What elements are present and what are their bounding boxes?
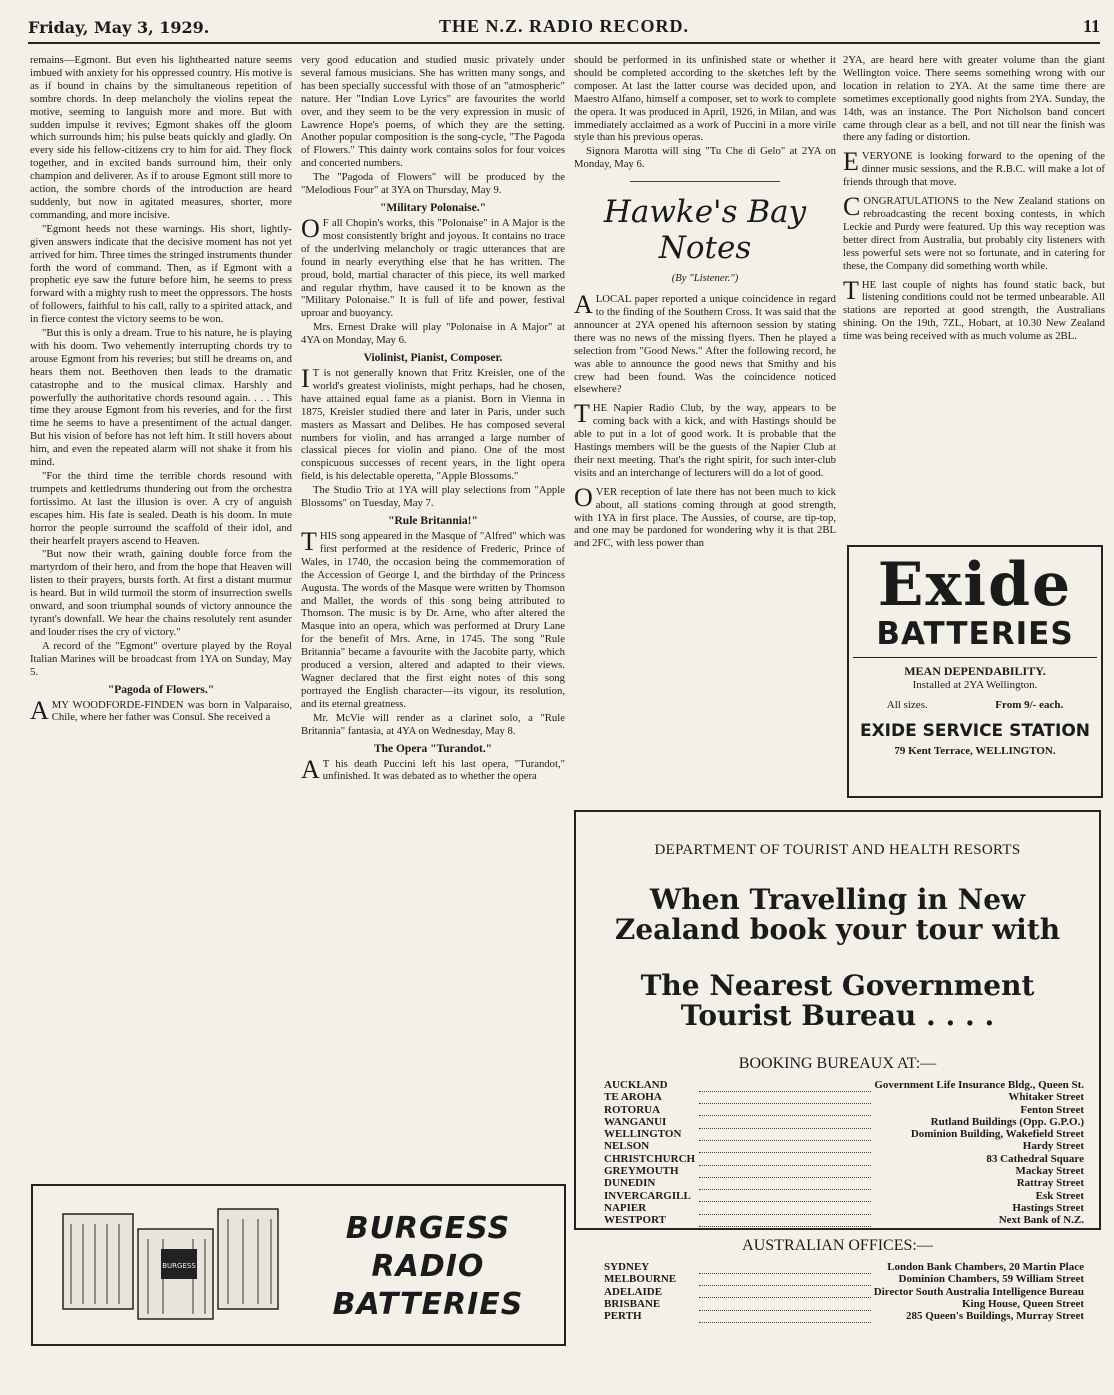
office-row xyxy=(604,1214,1084,1226)
office-address: 285 Queen's Buildings, Murray Street xyxy=(906,1310,1084,1323)
office-row xyxy=(604,1310,1084,1322)
column-2 xyxy=(301,54,565,1184)
paragraph-text: MY WOODFORDE-FINDEN was born in Valparaiso, Chile, where her father was Consul. She received a xyxy=(51,698,292,724)
dot-leader xyxy=(699,1202,871,1214)
dot-leader xyxy=(699,1091,871,1103)
office-row xyxy=(604,1091,1084,1103)
office-city: MELBOURNE xyxy=(604,1273,677,1286)
paragraph: should be performed in its unfinished state or whether it should be completed according to the sketches left by the composer. At last the latter course was decided upon, and Maestro Alfano, himself a composer, set to work to complete the opera. It was produced in April, 1926, in Milan, and was immediately acclaimed as a work of Puccini in a more virile style than his previous operas. xyxy=(574,54,836,144)
dot-leader xyxy=(699,1165,871,1177)
office-row xyxy=(604,1202,1084,1214)
paragraph: "But now their wrath, gaining double force from the martyrdom of their hero, and from the hope that Heaven will listen to their prayers, bursts forth. At first a distant murmur is heard. But in wild turmoil the storm of insurrection swells onward, and soon triumphal sounds of victory announce the tyrant's downfall. We hear the chains resolutely rent asunder and louder rises the cry of victory." xyxy=(30,548,292,638)
office-city: INVERCARGILL xyxy=(604,1189,691,1202)
dot-leader xyxy=(699,1079,871,1091)
section-heading: "Military Polonaise." xyxy=(379,201,487,214)
office-city: SYDNEY xyxy=(604,1261,650,1274)
office-address: Government Life Insurance Bldg., Queen St. xyxy=(874,1079,1084,1091)
tourist-headline: When Travelling in New Zealand book your tour with xyxy=(614,883,1061,946)
office-row xyxy=(604,1177,1084,1189)
section-heading: Violinist, Pianist, Composer. xyxy=(363,352,503,365)
page-number: 11 xyxy=(1082,16,1100,36)
exide-installed: Installed at 2YA Wellington. xyxy=(912,679,1038,691)
office-address: Dominion Building, Wakefield Street xyxy=(910,1128,1084,1141)
department-title: DEPARTMENT OF TOURIST AND HEALTH RESORTS xyxy=(654,842,1021,858)
tourist-headline-2: The Nearest Government Tourist Bureau . . . . xyxy=(640,969,1035,1032)
office-city: NAPIER xyxy=(604,1201,647,1214)
paragraph-text: F all Chopin's works, this "Polonaise" in A Major is the most consistently bright and joyous. It contains no trace of the underlving melancholy or tragic utterances that are found in nearly everything else that he has written. The proud, bold, martial character of this piece, its well marked and regular rhythm, have caused it to be known as the "Military Polonaise." It is full of life and power, festival uproar and buoyancy. xyxy=(301,216,565,320)
office-address: King House, Queen Street xyxy=(961,1297,1084,1310)
burgess-advertisement xyxy=(31,1184,566,1346)
paragraph xyxy=(843,275,1105,344)
office-city: DUNEDIN xyxy=(604,1177,656,1190)
column-1 xyxy=(30,54,292,1184)
column-3 xyxy=(574,54,836,799)
exide-service-station: EXIDE SERVICE STATION xyxy=(859,721,1091,741)
dot-leader xyxy=(699,1286,871,1298)
office-address: Mackay Street xyxy=(1015,1165,1084,1178)
exide-address: 79 Kent Terrace, WELLINGTON. xyxy=(894,745,1056,757)
office-city: NELSON xyxy=(604,1140,650,1153)
paragraph xyxy=(30,695,292,725)
battery-body xyxy=(63,1214,133,1309)
office-address: Director South Australia Intelligence Bureau xyxy=(873,1285,1084,1298)
exide-logo: Exide xyxy=(877,550,1073,620)
office-row xyxy=(604,1190,1084,1202)
exide-details xyxy=(853,657,1097,757)
dot-leader xyxy=(699,1261,871,1273)
dot-leader xyxy=(699,1273,871,1285)
office-city: WESTPORT xyxy=(604,1214,666,1227)
publication-title: THE N.Z. RADIO RECORD. xyxy=(438,16,690,36)
paragraph: "But this is only a dream. True to his nature, he is playing with his doom. Two vehemently interrupting chords try to arouse Egmont from his reveries; but still he dreams on, and hears them not. Beethoven then leads to the dramatic catastrophe and to the musical climax. Harshly and powerfully the authoritative chords resound again. . . . This time they arouse Egmont from his reveries, and for the first time he seems to have a presentiment of the actual danger. But his vision of before has not left him. It still hovers about him, and even the repeated alarm will not shake it from his mind. xyxy=(30,327,292,469)
bureaux-table xyxy=(604,1079,1084,1227)
office-address: Rutland Buildings (Opp. G.P.O.) xyxy=(930,1115,1084,1128)
dot-leader xyxy=(699,1153,871,1165)
office-city: CHRISTCHURCH xyxy=(604,1152,696,1165)
office-city: AUCKLAND xyxy=(604,1079,668,1091)
office-row xyxy=(604,1165,1084,1177)
office-row xyxy=(604,1079,1084,1091)
office-row xyxy=(604,1286,1084,1298)
paragraph: Signora Marotta will sing "Tu Che di Gelo" at 2YA on Monday, May 6. xyxy=(574,145,836,171)
burgess-line-3: BATTERIES xyxy=(332,1287,524,1322)
battery-body xyxy=(218,1209,278,1309)
dot-leader xyxy=(699,1177,871,1189)
office-address: London Bank Chambers, 20 Martin Place xyxy=(887,1261,1084,1274)
paragraph xyxy=(574,290,836,396)
exide-batteries-heading: BATTERIES xyxy=(876,616,1074,652)
paragraph xyxy=(301,527,565,711)
dot-leader xyxy=(699,1310,871,1322)
office-city: GREYMOUTH xyxy=(604,1165,679,1178)
office-row xyxy=(604,1153,1084,1165)
drop-cap: A xyxy=(30,695,49,725)
office-row xyxy=(604,1104,1084,1116)
paragraph-text: LOCAL paper reported a unique coincidence in regard to the finding of the Southern Cross. It was said that the announcer at 2YA opened his afternoon session by stating there was no news of the missing flyers. Then he played a selection from "Good News." After the following record, he was able to announce the good news that Smithy and his crew had been found. Was the coincidence noticed elsewhere? xyxy=(574,293,836,396)
offices-table xyxy=(604,1261,1084,1323)
paragraph: Mrs. Ernest Drake will play "Polonaise in A Major" at 4YA on Monday, May 6. xyxy=(301,321,565,347)
paragraph-text: T is not generally known that Fritz Kreisler, one of the world's greatest violinists, might perhaps, had he chosen, have attained equal fame as a pianist. Born in Vienna in 1875, Kreisler studied there and later in Paris, under such masters as Massart and Delibes. He has composed several numbers for violin, and has arranged a large number of classical pieces for violin and piano. One of the most conspicuous successes of recent years, in the light opera field, is his delectable operetta, "Apple Blossoms." xyxy=(301,367,565,483)
drop-cap: I xyxy=(301,364,310,394)
exide-dependability: MEAN DEPENDABILITY. xyxy=(904,664,1046,678)
dot-leader xyxy=(699,1128,871,1140)
paragraph-text: T his death Puccini left his last opera, "Turandot," unfinished. It was debated as to whether the opera xyxy=(322,757,565,783)
section-heading: "Rule Britannia!" xyxy=(388,515,478,527)
divider xyxy=(630,181,780,182)
column-4 xyxy=(843,54,1105,534)
paragraph: The Studio Trio at 1YA will play selections from "Apple Blossoms" on Tuesday, May 7. xyxy=(301,484,565,510)
paragraph xyxy=(301,754,565,784)
office-address: Dominion Chambers, 59 William Street xyxy=(898,1273,1084,1286)
exide-sizes-row xyxy=(853,699,1097,711)
office-address: Next Bank of N.Z. xyxy=(998,1214,1084,1227)
office-city: ADELAIDE xyxy=(604,1285,663,1298)
office-city: ROTORUA xyxy=(604,1103,661,1116)
paragraph: "For the third time the terrible chords resound with trumpets and kettledrums thundering out from the orchestra fortissimo. At last the illusion is over. A cry of anguish escapes him. His fate is sealed. Death is his doom. In mute horror the people surround the scaffold of their idol, and their hearfelt prayers ascend to Heaven. xyxy=(30,470,292,547)
battery-illustration xyxy=(43,1194,293,1334)
office-city: BRISBANE xyxy=(604,1297,661,1310)
australian-offices-heading: AUSTRALIAN OFFICES:— xyxy=(742,1237,933,1255)
drop-cap: A xyxy=(574,290,593,320)
drop-cap: E xyxy=(843,147,859,177)
paragraph xyxy=(574,482,836,551)
paragraph: 2YA, are heard here with greater volume than the giant Wellington voice. There seems something wrong with our location in relation to 2YA. At the same time there are sometimes exceptionally good nights from 2YA. Sunday, the 14th, was an instance. The Port Nicholson band concert came through clear as a bell, and not till near the finish was there any fading or distortion. xyxy=(843,54,1105,144)
paragraph: "Egmont heeds not these warnings. His short, lightly-given answers indicate that the decisive moment has not yet arrived for him. Three times the stringed instruments thunder forth the word of command. Then, as if Egmont with a prophetic eye saw the future before him, he seems to press forward with a mighty rush to meet the oppressors. The hosts of followers, faithful to his call, rally to a spirited attack, and in fierce contest the victory seems to be won. xyxy=(30,222,292,326)
burgess-line-1: BURGESS xyxy=(345,1211,511,1246)
dot-leader xyxy=(699,1298,871,1310)
section-heading: The Opera "Turandot." xyxy=(373,742,493,755)
paragraph: remains—Egmont. But even his lighthearted nature seems imbued with anxiety for his oppressed country. His motive is as if bound in chains by the simultaneous repetition of sombre chords. In deep melancholy the violins repeat the motive, seeming to languish more and more. But with sudden impulse it revives; Egmont shakes off the gloom which surrounds him; his pulse beats quickly and gladly. On every side his fellow-citizens cry to him for aid. They flock together, and in excited bands surround him, their only champion and deliverer. As if to arouse Egmont still more to action, the sombre chords of the introduction are heard suddenly, but now in agitated measures, shorter, more commanding, and more incisive. xyxy=(30,54,292,221)
office-row xyxy=(604,1298,1084,1310)
booking-bureaux-heading: BOOKING BUREAUX AT:— xyxy=(738,1055,937,1072)
paragraph: A record of the "Egmont" overture played by the Royal Italian Marines will be broadcast from 1YA on Sunday, May 5. xyxy=(30,639,292,678)
issue-date: Friday, May 3, 1929. xyxy=(28,18,210,37)
paragraph: very good education and studied music privately under several famous musicians. She has written many songs, and has been specially successful with those of an "atmospheric" nature. Her "Indian Love Lyrics" are favourites the world over, and they seem to be the very expression in music of Lawrence Hope's poems, of which they are the setting. Another popular composition is the song-cycle, "The Pagoda of Flowers." This dainty work contains solos for four voices and concerted numbers. xyxy=(301,54,565,170)
dot-leader xyxy=(699,1140,871,1152)
office-address: Hardy Street xyxy=(1022,1140,1084,1153)
paragraph-text: HE last couple of nights has found static back, but listening conditions could not be termed unbearable. All stations are reported at good strength, the Australians shining. On the 19th, 7ZL, Hobart, at 10.30 New Zealand time was being received with as much volume as 2BL. xyxy=(843,278,1105,343)
office-address: Whitaker Street xyxy=(1008,1091,1084,1104)
drop-cap: T xyxy=(574,399,590,429)
office-address: 83 Cathedral Square xyxy=(986,1152,1084,1165)
office-city: TE AROHA xyxy=(604,1091,662,1104)
burgess-line-2: RADIO xyxy=(371,1249,485,1284)
exide-sizes: All sizes. xyxy=(886,699,928,711)
paragraph xyxy=(843,192,1105,272)
section-heading: "Pagoda of Flowers." xyxy=(107,683,215,696)
paragraph xyxy=(301,364,565,483)
drop-cap: O xyxy=(574,482,593,512)
page-header xyxy=(28,14,1100,44)
dot-leader xyxy=(699,1104,871,1116)
dot-leader xyxy=(699,1116,871,1128)
dot-leader xyxy=(699,1190,871,1202)
paragraph-text: HIS song appeared in the Masque of "Alfred" which was first performed at the residence of Frederic, Prince of Wales, in 1740, the occasion being the commemoration of the Accession of George I, and the birthday of the Princess Augusta. The words of the Masque were written by Thomson and Mallet, the words of this song being attributed to Thomson. The music is by Dr. Arne, who after altered the Masque into an opera, which was performed at Drury Lane for the benefit of Mrs. Arne, in 1745. The song "Rule Britannia" became a favourite with the Jacobite party, which produced a version, altered and adapted to their views. Wagner declared that the first eight notes of this song portrayed the English character—its vigour, its resolution, and its eternal greatness. xyxy=(301,530,565,710)
office-row xyxy=(604,1140,1084,1152)
drop-cap: A xyxy=(301,754,320,784)
office-address: Hastings Street xyxy=(1012,1201,1084,1214)
paragraph xyxy=(301,213,565,320)
office-city: WELLINGTON xyxy=(604,1128,682,1141)
exide-price: From 9/- each. xyxy=(995,699,1064,711)
paragraph-text: ONGRATULATIONS to the New Zealand stations on rebroadcasting the recent boxing contests, in which Leckie and Purdy were featured. Up this way reception was better direct from Australia, but probably city listeners with less powerful sets were not so fortunate, and in catering for these, the Company did something worth while. xyxy=(843,195,1105,272)
paragraph-text: VER reception of late there has not been much to kick about, all stations coming through at good strength, with 1YA in first place. The Aussies, of course, are tip-top, and one may be pardoned for wondering why it is that 2BL and 2FC, with less power than xyxy=(574,485,836,550)
exide-advertisement xyxy=(847,545,1103,798)
paragraph: Mr. McVie will render as a clarinet solo, a "Rule Britannia" fantasia, at 4YA on Wednesday, May 8. xyxy=(301,711,565,737)
office-address: Rattray Street xyxy=(1016,1177,1084,1190)
office-row xyxy=(604,1273,1084,1285)
paragraph-text: HE Napier Radio Club, by the way, appears to be coming back with a kick, and with Hastings should be able to put in a lot of good work. It is probable that the Hastings members will be the guests of the Napier Club at their next meeting. That's the right spirit, for such inter-club visits and an interchange of lecturers will do a lot of good. xyxy=(574,402,836,479)
drop-cap: O xyxy=(301,213,320,243)
drop-cap: T xyxy=(301,527,317,556)
drop-cap: C xyxy=(843,192,861,222)
paragraph: The "Pagoda of Flowers" will be produced by the "Melodious Four" at 3YA on Thursday, May 9. xyxy=(301,171,565,197)
office-address: Fenton Street xyxy=(1020,1103,1084,1116)
office-row xyxy=(604,1128,1084,1140)
paragraph-text: VERYONE is looking forward to the opening of the dinner music sessions, and the R.B.C. will make a lot of friends through that move. xyxy=(843,150,1105,189)
office-city: PERTH xyxy=(604,1310,642,1323)
burgess-wordmark xyxy=(303,1210,553,1324)
tourist-bureau-advertisement xyxy=(574,810,1101,1323)
hawkes-bay-title: Hawke's Bay Notes xyxy=(603,194,807,267)
drop-cap: T xyxy=(843,275,859,305)
office-row xyxy=(604,1261,1084,1273)
paragraph xyxy=(843,147,1105,189)
office-address: Esk Street xyxy=(1035,1189,1084,1202)
byline: (By "Listener.") xyxy=(671,272,739,285)
office-city: WANGANUI xyxy=(604,1115,667,1128)
paragraph xyxy=(574,399,836,479)
dot-leader xyxy=(699,1214,871,1226)
office-row xyxy=(604,1116,1084,1128)
battery-brand-text: BURGESS xyxy=(162,1262,196,1270)
